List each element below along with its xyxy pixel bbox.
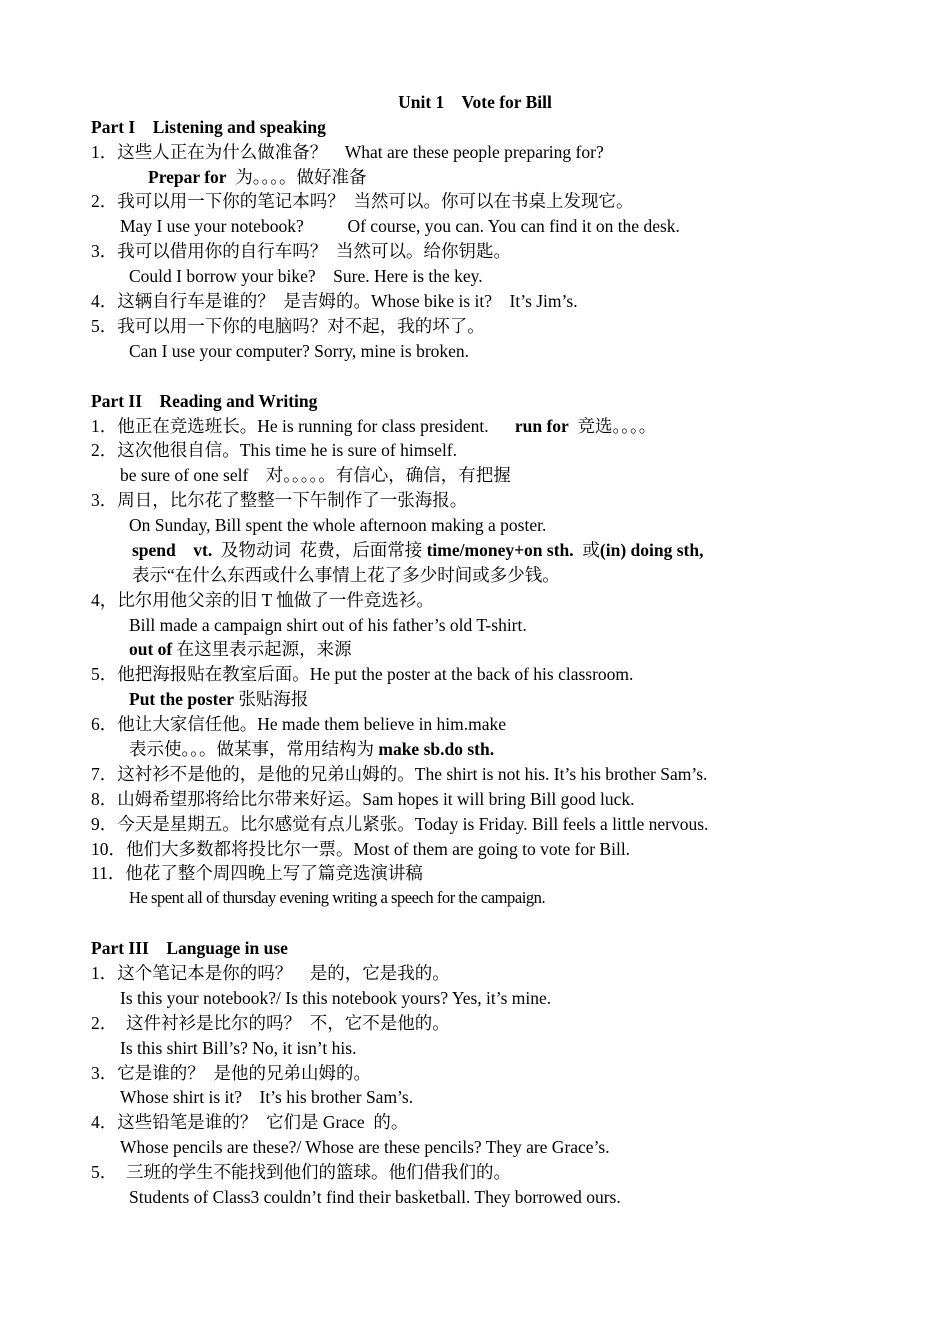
part1-line-2-rest: 为。。。。做好准备 (226, 167, 367, 187)
part1-line-9: Can I use your computer? Sorry, mine is broken. (129, 341, 470, 361)
part2-line-7: 表示“在什么东西或什么事情上花了多少时间或多少钱。 (132, 565, 560, 585)
part1-line-3: 2．我可以用一下你的笔记本吗？ 当然可以。你可以在书桌上发现它。 (91, 191, 634, 211)
part2-line-16: 8．山姆希望那将给比尔带来好运。Sam hopes it will bring Bill good luck. (91, 789, 635, 809)
part2-line-1-bold: run for (514, 416, 569, 436)
part3-line-3: 2． 这件衬衫是比尔的吗？ 不，它不是他的。 (91, 1013, 450, 1033)
part2-line-12 (129, 688, 308, 710)
part3-line-4: Is this shirt Bill’s? No, it isn’t his. (120, 1038, 357, 1058)
part2-line-19: 11．他花了整个周四晚上写了篇竞选演讲稿 (91, 863, 423, 883)
part2-line-6-bold-1: spend vt. (132, 540, 213, 560)
part2-line-5: On Sunday, Bill spent the whole afternoon making a poster. (129, 515, 547, 535)
part3-line-5: 3．它是谁的？ 是他的兄弟山姆的。 (91, 1063, 371, 1083)
part1-line-2 (148, 166, 367, 188)
part3-line-8: Whose pencils are these?/ Whose are these pencils? They are Grace’s. (120, 1137, 610, 1157)
part2-line-12-bold: Put the poster (129, 689, 234, 709)
part2-line-6 (132, 539, 704, 561)
part2-line-10-rest: 在这里表示起源，来源 (172, 639, 352, 659)
part2-line-10 (129, 638, 352, 660)
part2-line-6-b: 或 (573, 540, 600, 560)
part2-line-1 (91, 415, 656, 437)
part3-heading: Part III Language in use (91, 938, 288, 958)
part2-line-4: 3．周日，比尔花了整整一下午制作了一张海报。 (91, 490, 468, 510)
part2-line-14-bold: make sb.do sth. (378, 739, 495, 759)
part3-line-2: Is this your notebook?/ Is this notebook yours? Yes, it’s mine. (120, 988, 552, 1008)
part1-line-8: 5．我可以用一下你的电脑吗？对不起，我的坏了。 (91, 316, 485, 336)
part3-line-6: Whose shirt is it? It’s his brother Sam’s. (120, 1087, 414, 1107)
part2-line-6-bold-2: time/money+on sth. (426, 540, 574, 560)
part1-line-5: 3．我可以借用你的自行车吗？ 当然可以。给你钥匙。 (91, 241, 511, 261)
part2-line-10-bold: out of (129, 639, 173, 659)
part2-line-9: Bill made a campaign shirt out of his father’s old T-shirt. (129, 615, 527, 635)
part1-line-1: 1．这些人正在为什么做准备？ What are these people preparing for? (91, 142, 604, 162)
part2-line-14 (129, 738, 494, 760)
part1-line-7: 4．这辆自行车是谁的？ 是吉姆的。Whose bike is it? It’s Jim’s. (91, 291, 578, 311)
part2-line-12-rest: 张贴海报 (233, 689, 309, 709)
part1-line-6: Could I borrow your bike? Sure. Here is the key. (129, 266, 483, 286)
part1-line-2-bold: Prepar for (148, 167, 227, 187)
part2-line-14-a: 表示使。。。做某事，常用结构为 (129, 739, 379, 759)
part2-heading: Part II Reading and Writing (91, 391, 318, 411)
part1-heading: Part I Listening and speaking (91, 117, 326, 137)
part2-line-6-a: 及物动词 花费，后面常接 (212, 540, 427, 560)
part2-line-3: be sure of one self 对。。。。。有信心，确信，有把握 (120, 465, 511, 485)
part2-line-18: 10．他们大多数都将投比尔一票。Most of them are going to vote for Bill. (91, 839, 631, 859)
part2-line-1-b: 竞选。。。。 (568, 416, 657, 436)
part2-line-20: He spent all of thursday evening writing a speech for the campaign. (129, 888, 546, 907)
part2-line-2: 2．这次他很自信。This time he is sure of himself. (91, 440, 458, 460)
part2-line-17: 9．今天是星期五。比尔感觉有点儿紧张。Today is Friday. Bill feels a little nervous. (91, 814, 709, 834)
part3-line-10: Students of Class3 couldn’t find their basketball. They borrowed ours. (129, 1187, 621, 1207)
part3-line-7: 4．这些铅笔是谁的？ 它们是 Grace 的。 (91, 1112, 409, 1132)
part2-line-15: 7．这衬衫不是他的，是他的兄弟山姆的。The shirt is not his. It’s his brother Sam’s. (91, 764, 708, 784)
part2-line-8: 4，比尔用他父亲的旧 T 恤做了一件竞选衫。 (91, 590, 434, 610)
part2-line-6-bold-3: (in) doing sth, (599, 540, 704, 560)
part3-line-9: 5． 三班的学生不能找到他们的篮球。他们借我们的。 (91, 1162, 511, 1182)
part3-line-1: 1．这个笔记本是你的吗？ 是的，它是我的。 (91, 963, 450, 983)
part2-line-1-a: 1．他正在竞选班长。He is running for class president. (91, 416, 515, 436)
part1-line-4: May I use your notebook? Of course, you can. You can find it on the desk. (120, 216, 680, 236)
page-title: Unit 1 Vote for Bill (398, 92, 552, 112)
part2-line-13: 6．他让大家信任他。He made them believe in him.make (91, 714, 507, 734)
part2-line-11: 5．他把海报贴在教室后面。He put the poster at the back of his classroom. (91, 664, 634, 684)
